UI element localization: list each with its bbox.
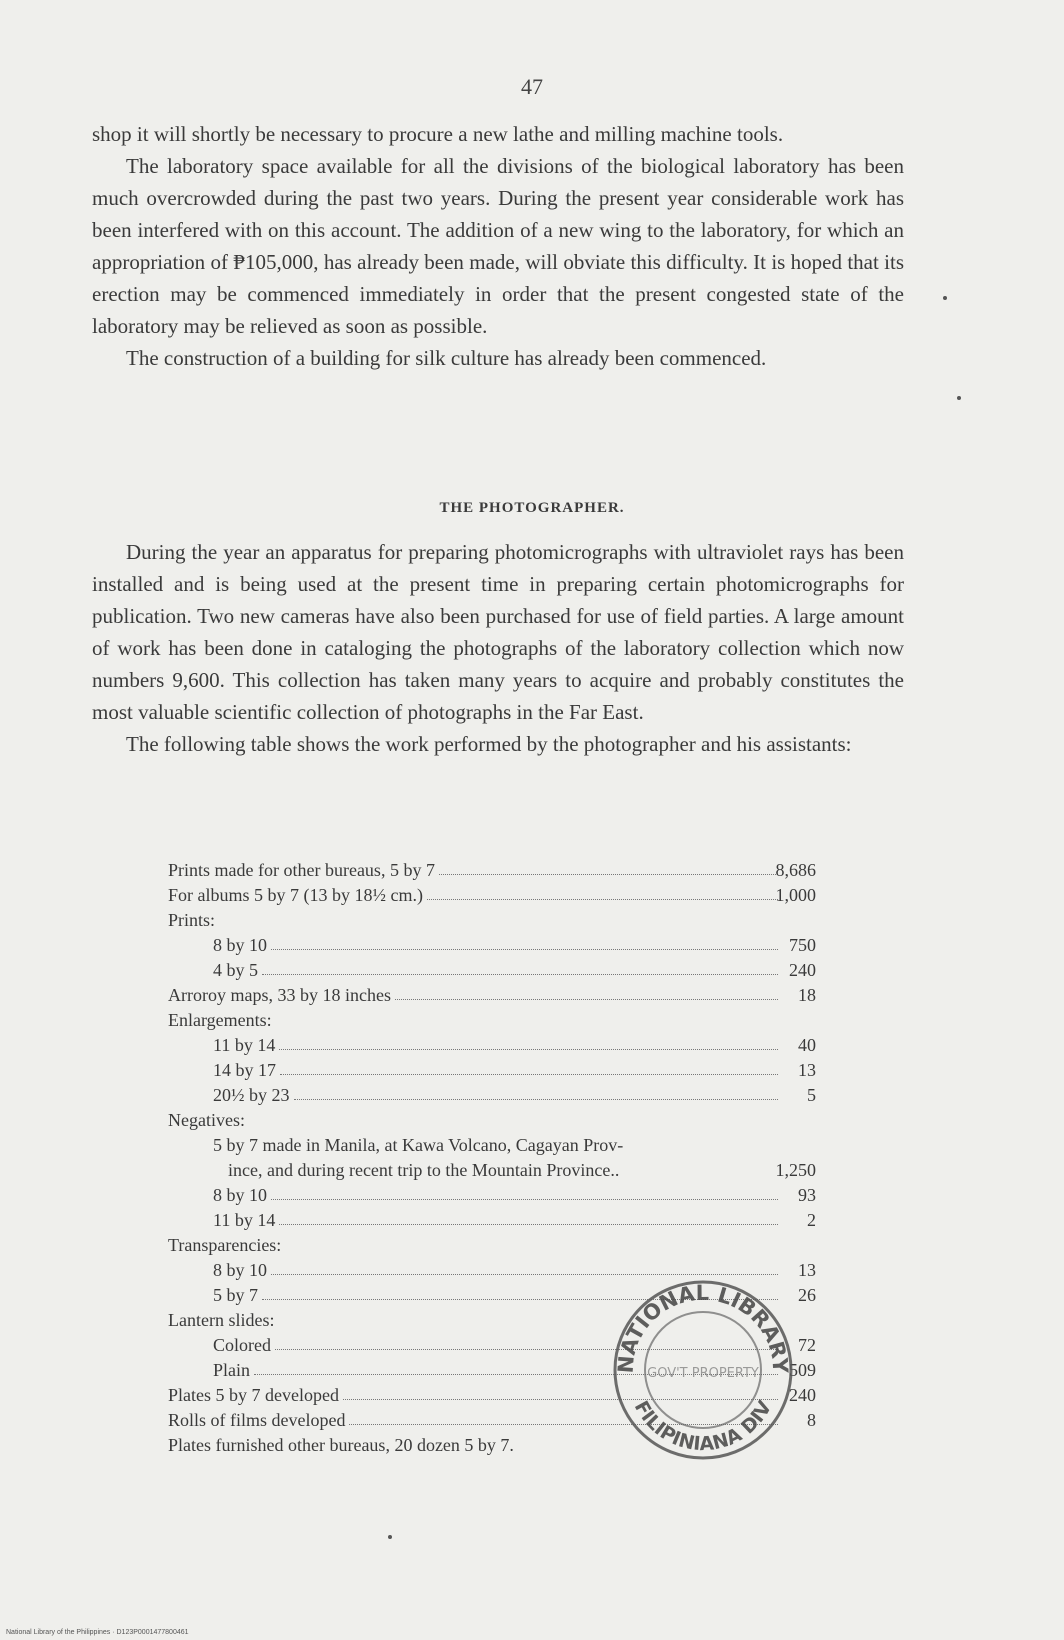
table-row xyxy=(168,958,868,983)
table-row-label: Enlargements: xyxy=(168,1010,272,1030)
table-row-leader-dots xyxy=(262,974,778,975)
table-row-label: 4 by 5 xyxy=(213,960,258,980)
table-row-value: 5 xyxy=(807,1085,816,1105)
stamp-bottom-text: FILIPINIANA DIV xyxy=(629,1397,777,1456)
table-row xyxy=(168,933,868,958)
table-row xyxy=(168,1133,868,1158)
table-row xyxy=(168,858,868,883)
library-stamp xyxy=(608,1275,798,1465)
table-row xyxy=(168,1208,868,1233)
table-row-value: 26 xyxy=(798,1285,816,1305)
table-row xyxy=(168,1033,868,1058)
table-row-label: ince, and during recent trip to the Mountain Province.. xyxy=(228,1160,620,1180)
table-row xyxy=(168,1083,868,1108)
table-row-label: 20½ by 23 xyxy=(213,1085,290,1105)
table-row-label: For albums 5 by 7 (13 by 18½ cm.) xyxy=(168,885,423,905)
table-row-value: 240 xyxy=(789,1385,816,1405)
table-row xyxy=(168,1108,868,1133)
table-row-value: 72 xyxy=(798,1335,816,1355)
table-row-value: 8 xyxy=(807,1410,816,1430)
table-row-value: 13 xyxy=(798,1260,816,1280)
table-row-leader-dots xyxy=(294,1099,778,1100)
table-row-label: 8 by 10 xyxy=(213,1260,267,1280)
table-row xyxy=(168,1183,868,1208)
table-row-value: 240 xyxy=(789,960,816,980)
paragraph-continuation: shop it will shortly be necessary to procure a new lathe and milling machine tools. xyxy=(92,122,784,146)
table-row xyxy=(168,1158,868,1183)
table-row xyxy=(168,883,868,908)
table-row-label: Plates furnished other bureaus, 20 dozen 5 by 7. xyxy=(168,1435,514,1455)
table-row-value: 40 xyxy=(798,1035,816,1055)
table-row-value: 13 xyxy=(798,1060,816,1080)
paragraph-table-intro: The following table shows the work performed by the photographer and his assistants: xyxy=(126,732,852,756)
table-row-label: Arroroy maps, 33 by 18 inches xyxy=(168,985,391,1005)
page-speck xyxy=(957,396,961,400)
table-row-value: 93 xyxy=(798,1185,816,1205)
stamp-top-text: NATIONAL LIBRARY xyxy=(613,1280,793,1375)
table-row-value: 509 xyxy=(789,1360,816,1380)
table-row-label: Negatives: xyxy=(168,1110,245,1130)
table-row-value: 8,686 xyxy=(775,860,816,880)
table-row-leader-dots xyxy=(271,1199,778,1200)
body-text-top xyxy=(92,118,904,374)
table-row xyxy=(168,983,868,1008)
table-row-label: Plain xyxy=(213,1360,251,1380)
table-row-label: 14 by 17 xyxy=(213,1060,276,1080)
page-speck xyxy=(388,1535,392,1539)
body-text-photographer xyxy=(92,536,904,760)
table-row xyxy=(168,1058,868,1083)
table-row-value: 1,250 xyxy=(775,1160,816,1180)
table-row-label: Colored xyxy=(213,1335,271,1355)
paragraph-laboratory-space: The laboratory space available for all the divisions of the biological laboratory has been much overcrowded during the past two years. During the present year considerable work has been interfered with on this account. The addition of a new wing to the laboratory, for which an appropriation of ₱105,000, has already been made, will obviate this difficulty. It is hoped that its erection may be commenced immediately in order that the present congested state of the laboratory may be relieved as soon as possible. xyxy=(92,154,904,338)
table-row-value: 2 xyxy=(807,1210,816,1230)
table-row xyxy=(168,1008,868,1033)
table-row-label: Plates 5 by 7 developed xyxy=(168,1385,339,1405)
table-row-leader-dots xyxy=(279,1224,778,1225)
table-row-label: Lantern slides: xyxy=(168,1310,275,1330)
footer-credit: National Library of the Philippines · D123P0001477800461 xyxy=(6,1629,189,1636)
table-row-label: Transparencies: xyxy=(168,1235,282,1255)
table-row-value: 1,000 xyxy=(775,885,816,905)
table-row-label: 8 by 10 xyxy=(213,935,267,955)
page-speck xyxy=(943,296,947,300)
table-row-value: 18 xyxy=(798,985,816,1005)
page-number: 47 xyxy=(521,74,543,99)
table-row-leader-dots xyxy=(395,999,778,1000)
table-row-label: 5 by 7 xyxy=(213,1285,258,1305)
table-row-label: Prints made for other bureaus, 5 by 7 xyxy=(168,860,435,880)
table-row-label: 11 by 14 xyxy=(213,1035,276,1055)
paragraph-silk-culture: The construction of a building for silk culture has already been commenced. xyxy=(126,346,767,370)
section-heading: THE PHOTOGRAPHER. xyxy=(439,500,625,516)
table-row-label: 11 by 14 xyxy=(213,1210,276,1230)
stamp-middle-text: GOV'T PROPERTY xyxy=(647,1366,759,1381)
paragraph-photographer: During the year an apparatus for preparing photomicrographs with ultraviolet rays has been installed and is being used at the present time in preparing certain photomicrographs for publication. Two new cameras have also been purchased for use of field parties. A large amount of work has been done in cataloging the photographs of the laboratory collection which now numbers 9,600. This collection has taken many years to acquire and probably constitutes the most valuable scientific collection of photographs in the Far East. xyxy=(92,540,904,724)
table-row-label: 8 by 10 xyxy=(213,1185,267,1205)
table-row-leader-dots xyxy=(271,949,778,950)
table-row xyxy=(168,908,868,933)
table-row-leader-dots xyxy=(439,874,778,875)
table-row-leader-dots xyxy=(427,899,778,900)
table-row-label: Prints: xyxy=(168,910,216,930)
table-row xyxy=(168,1233,868,1258)
table-row-label: 5 by 7 made in Manila, at Kawa Volcano, Cagayan Prov- xyxy=(213,1135,624,1155)
table-row-leader-dots xyxy=(279,1049,778,1050)
table-row-value: 750 xyxy=(789,935,816,955)
table-row-leader-dots xyxy=(280,1074,778,1075)
table-row-label: Rolls of films developed xyxy=(168,1410,346,1430)
